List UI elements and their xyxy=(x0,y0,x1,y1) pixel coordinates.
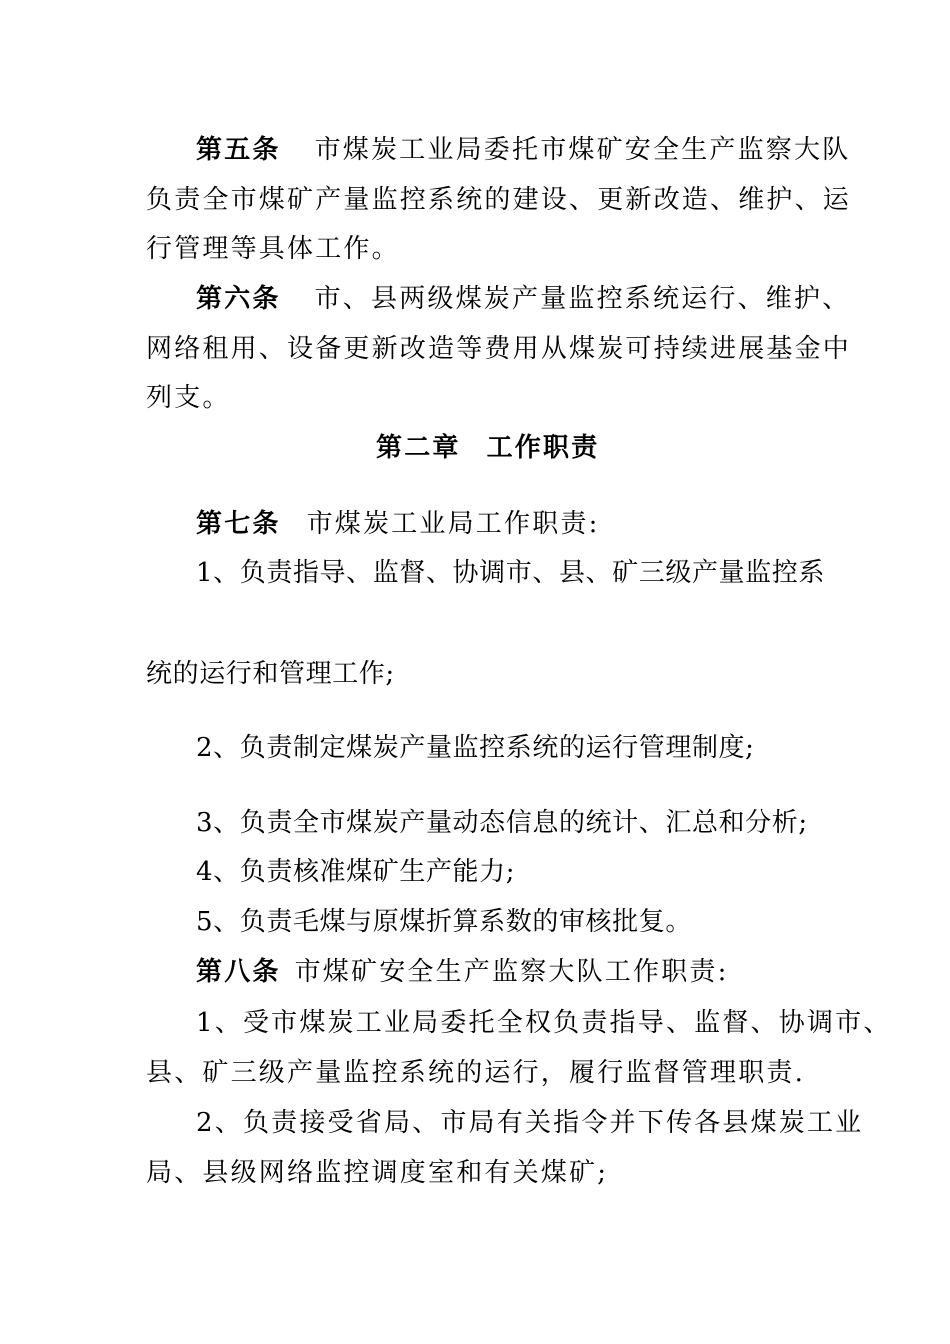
article-8-text: 市煤矿安全生产监察大队工作职责: xyxy=(294,957,729,987)
article-8-label: 第八条 xyxy=(196,957,281,987)
article-7-item-2: 2、负责制定煤炭产量监控系统的运行管理制度; xyxy=(196,733,755,763)
article-8-item-2: 2、负责接受省局、市局有关指令并下传各县煤炭工业 xyxy=(196,1108,864,1138)
article-7-label: 第七条 xyxy=(196,509,281,539)
article-7-item-3: 3、负责全市煤炭产量动态信息的统计、汇总和分析; xyxy=(196,808,808,838)
chapter-2-title: 工作职责 xyxy=(486,433,600,463)
article-5-line-1 xyxy=(196,134,850,166)
article-5-line-2: 负责全市煤矿产量监控系统的建设、更新改造、维护、运 xyxy=(146,185,852,215)
article-8-line-1 xyxy=(196,956,729,988)
article-7-item-4: 4、负责核准煤矿生产能力; xyxy=(196,857,516,887)
chapter-2-label: 第二章 xyxy=(376,433,461,463)
article-7-item-5: 5、负责毛煤与原煤折算系数的审核批复。 xyxy=(196,907,692,937)
article-8-item-1-cont: 县、矿三级产量监控系统的运行，履行监督管理职责. xyxy=(146,1058,806,1088)
article-8-item-2-cont: 局、县级网络监控调度室和有关煤矿; xyxy=(146,1158,609,1188)
article-5-text: 市煤炭工业局委托市煤矿安全生产监察大队 xyxy=(314,135,851,165)
article-8-item-1: 1、受市煤炭工业局委托全权负责指导、监督、协调市、 xyxy=(196,1008,892,1038)
article-6-line-3: 列支。 xyxy=(146,383,231,413)
chapter-2-heading xyxy=(376,432,599,464)
article-7-item-1: 1、负责指导、监督、协调市、县、矿三级产量监控系 xyxy=(196,558,825,588)
article-7-text: 市煤炭工业局工作职责: xyxy=(306,509,600,539)
article-6-text: 市、县两级煤炭产量监控系统运行、维护、 xyxy=(314,284,851,314)
article-6-line-2: 网络租用、设备更新改造等费用从煤炭可持续进展基金中 xyxy=(146,334,852,364)
article-6-label: 第六条 xyxy=(196,284,281,314)
article-6-line-1 xyxy=(196,283,850,315)
article-5-line-3: 行管理等具体工作。 xyxy=(146,234,400,264)
article-7-item-1-cont: 统的运行和管理工作; xyxy=(146,659,395,689)
article-7-line-1 xyxy=(196,508,600,540)
article-5-label: 第五条 xyxy=(196,135,281,165)
